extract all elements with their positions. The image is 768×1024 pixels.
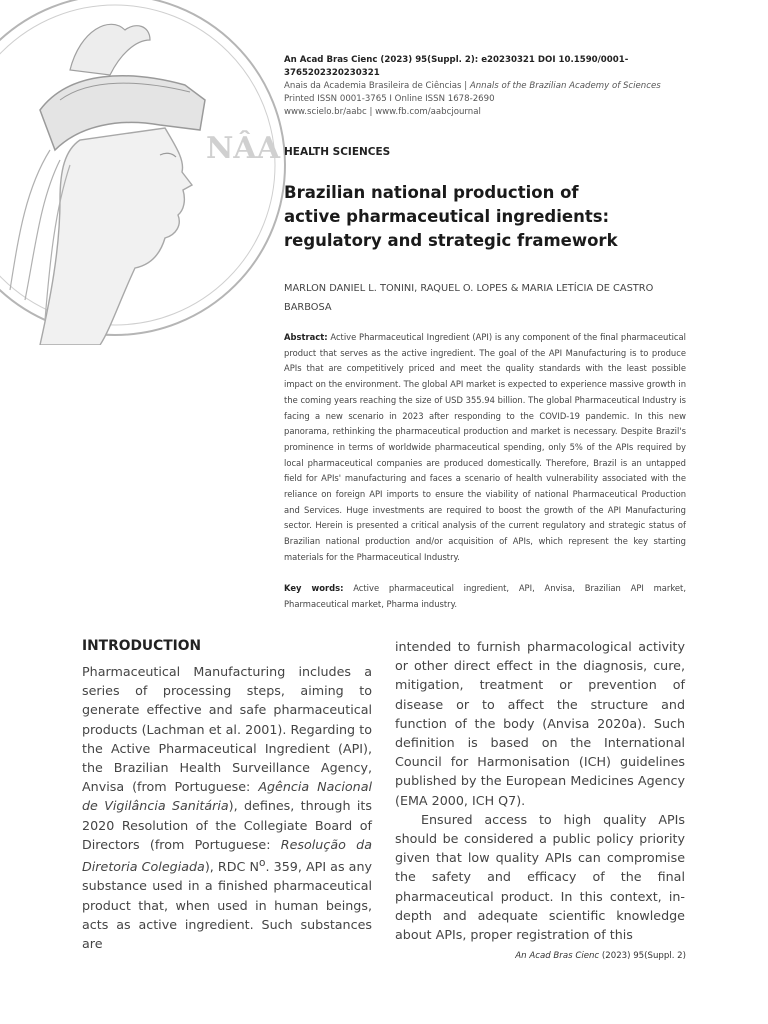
facebook-link[interactable]: www.fb.com/aabcjournal [375, 107, 481, 117]
footer-issue: (2023) 95(Suppl. 2) [601, 951, 686, 961]
section-label: HEALTH SCIENCES [284, 146, 391, 158]
text-run: ), defines, through its 2020 Resolution of the Collegiate Board of Directors (from Portuguese: [82, 798, 372, 852]
title-line-1: Brazilian national production of [284, 183, 579, 202]
abstract-label: Abstract: [284, 332, 328, 342]
journal-name-line [284, 80, 704, 93]
article-title [284, 181, 704, 253]
body-column-left [82, 636, 372, 953]
citation-line: An Acad Bras Cienc (2023) 95(Suppl. 2): e20230321 DOI 10.1590/0001-3765202320230321 [284, 55, 629, 78]
issn-line: Printed ISSN 0001-3765 I Online ISSN 1678-2690 [284, 94, 495, 104]
authors: MARLON DANIEL L. TONINI, RAQUEL O. LOPES & MARIA LETÍCIA DE CASTRO BARBOSA [284, 283, 654, 313]
text-run: Pharmaceutical Manufacturing includes a series of processing steps, aiming to generate effective and safe pharmaceutical products (Lachman et al. 2001). Regarding to the Active Pharmaceutical Ingredient (API), the Brazilian Health Surveillance Agency, Anvisa (from Portuguese: [82, 664, 372, 795]
keywords-label: Key words: [284, 583, 344, 593]
text-run: ), RDC N [204, 859, 259, 875]
journal-name-pt: Anais da Academia Brasileira de Ciências [284, 81, 462, 91]
journal-header [284, 54, 704, 119]
superscript: o [258, 857, 266, 870]
title-line-3: regulatory and strategic framework [284, 231, 618, 250]
intro-paragraph-2: Ensured access to high quality APIs should be considered a public policy priority given that low quality APIs can compromise the safety and efficacy of the final pharmaceutical product. In this context, in-depth and adequate scientific knowledge about APIs, proper registration of this [395, 811, 685, 943]
italic-term-anvisa: Agência Nacional de Vigilância Sanitária [82, 779, 373, 814]
keywords-text: Active pharmaceutical ingredient, API, Anvisa, Brazilian API market, Pharmaceutical market, Pharma industry. [284, 583, 686, 609]
intro-paragraph-1 [82, 662, 372, 953]
separator: | [464, 81, 468, 91]
title-line-2: active pharmaceutical ingredients: [284, 207, 610, 226]
separator: | [369, 107, 373, 117]
abstract [284, 330, 686, 566]
page-footer [515, 951, 686, 961]
body-column-right [395, 637, 685, 944]
text-run: . 359, API as any substance used in a finished pharmaceutical product that, when used in human beings, acts as active ingredient. Such substances are [82, 859, 372, 952]
site-link[interactable]: www.scielo.br/aabc [284, 107, 367, 117]
introduction-heading: INTRODUCTION [82, 638, 202, 654]
abstract-text: Active Pharmaceutical Ingredient (API) is any component of the final pharmaceutical product that serves as the active ingredient. The goal of the API Manufacturing is to produce APIs that are competitively priced and meet the quality standards with the least possible impact on the environment. The global API market is expected to experience massive growth in the coming years reaching the size of USD 355.94 billion. The global Pharmaceutical Industry is facing a new scenario in 2023 after responding to the COVID-19 pandemic. In this new panorama, rethinking the pharmaceutical production and market is necessary. Despite Brazil's prominence in terms of worldwide pharmaceutical spending, only 5% of the APIs required by local pharmaceutical companies are produced domestically. Therefore, Brazil is an untapped field for APIs' manufacturing and faces a scenario of health vulnerability associated with the reliance on foreign API imports to ensure the viability of national Pharmaceutical Production and Services. Huge investments are required to boost the growth of the API Manufacturing sector. Herein is presented a critical analysis of the current regulatory and strategic status of Brazilian national production and/or acquisition of APIs, which represent the key starting materials for the Pharmaceutical Industry. [284, 332, 686, 562]
seal-monogram: NÂA [206, 131, 280, 166]
footer-journal: An Acad Bras Cienc [515, 951, 600, 961]
links-line [284, 106, 704, 119]
academy-seal-illustration [0, 0, 290, 345]
intro-paragraph-1-continued: intended to furnish pharmacological activity or other direct effect in the diagnosis, cure, mitigation, treatment or prevention of disease or to affect the structure and function of the body (Anvisa 2020a). Such definition is based on the International Council for Harmonisation (ICH) guidelines published by the European Medicines Agency (EMA 2000, ICH Q7). [395, 639, 685, 808]
italic-term-rdc: Resolução da Diretoria Colegiada [82, 836, 372, 875]
keywords [284, 581, 686, 612]
journal-name-en: Annals of the Brazilian Academy of Sciences [469, 81, 661, 91]
